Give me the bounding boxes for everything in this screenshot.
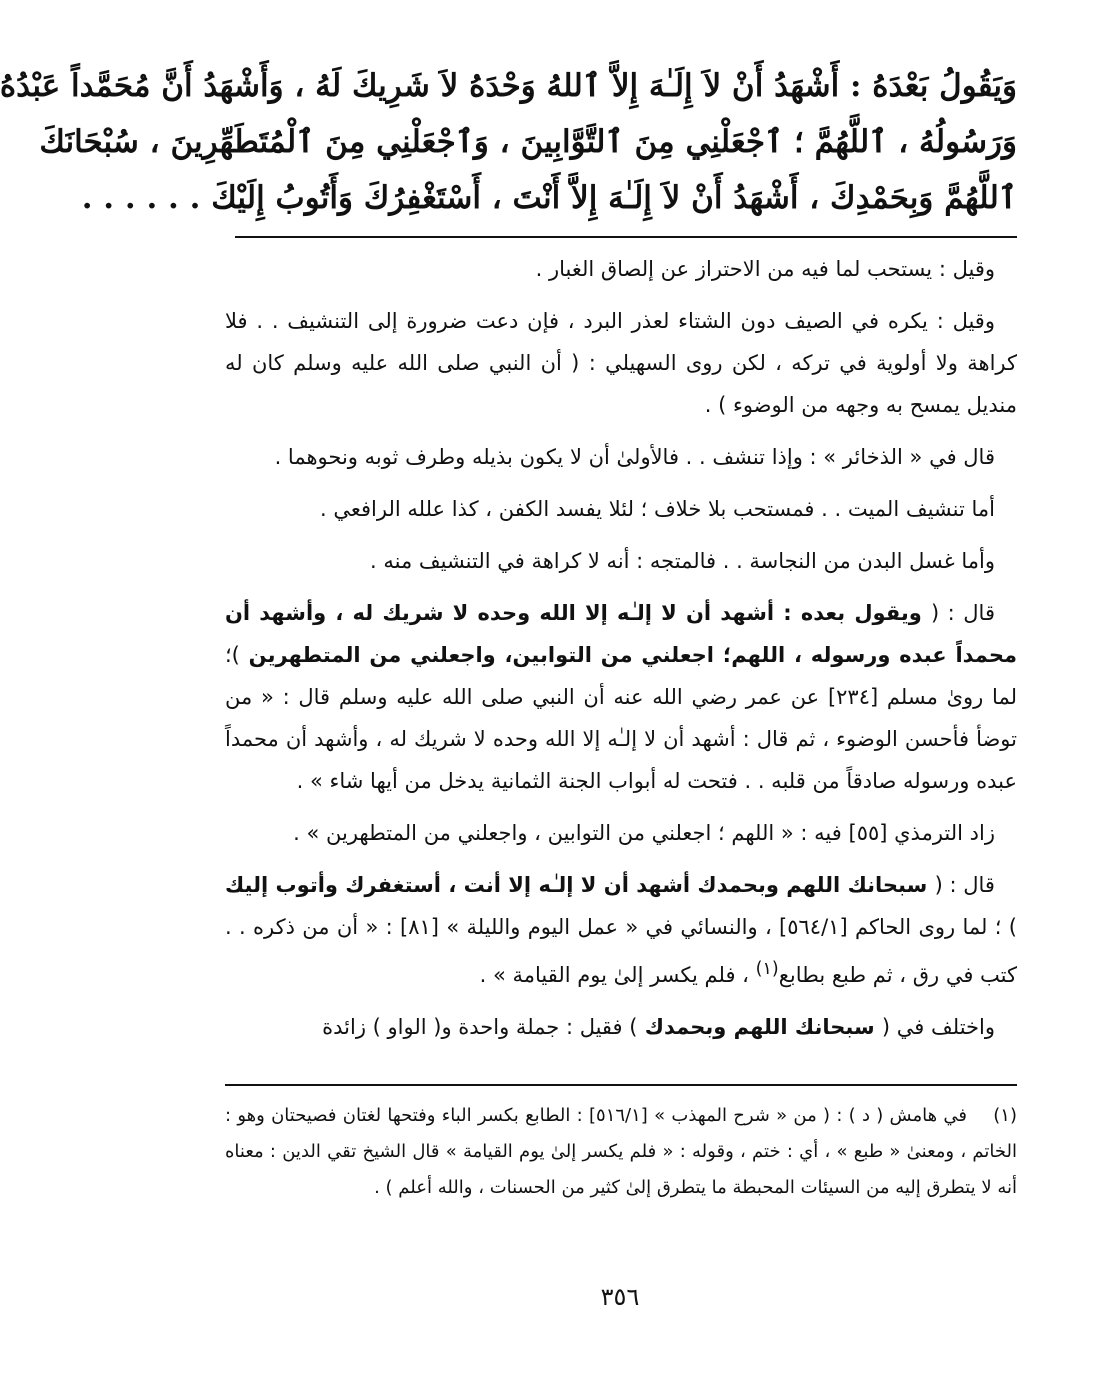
matn-line: وَيَقُولُ بَعْدَهُ : أَشْهَدُ أَنْ لاَ إِلَـٰهَ إِلاَّ ٱللهُ وَحْدَهُ لاَ شَرِيكَ لَهُ ، وَأَشْهَدُ أَنَّ مُحَمَّداً عَبْدُهُ bbox=[0, 68, 1017, 104]
paragraph-text: ) ؛ لما روى الحاكم [٥٦٤/١] ، والنسائي في « عمل اليوم والليلة » [٨١] : « أن من ذكره . . كتب في رق ، ثم طبع بطابع bbox=[225, 915, 1017, 987]
quoted-matn: سبحانك اللهم وبحمدك أشهد أن لا إلـٰه إلا أنت ، أستغفرك وأتوب إليك bbox=[225, 873, 935, 897]
quoted-matn: سبحانك اللهم وبحمدك bbox=[637, 1015, 882, 1039]
commentary-paragraph bbox=[225, 248, 1017, 290]
footnote-text: في هامش ( د ) : ( من « شرح المهذب » [٥١٦/١] : الطابع بكسر الباء وفتحها لغتان فصيحتان وهو : الخاتم ، ومعنىٰ « طبع » ، أي : ختم ، وقوله : « فلم يكسر إلىٰ يوم القيامة » قال الشيخ تقي الدين : معناه أنه لا يتطرق إليه من السيئات المحبطة ما يتطرق إلىٰ كثير من الحسنات ، والله أعلم ) . bbox=[225, 1105, 1017, 1198]
matn-line: وَرَسُولُهُ ، ٱللَّهُمَّ ؛ ٱجْعَلْنِي مِنَ ٱلتَّوَّابِينَ ، وَٱجْعَلْنِي مِنَ ٱلْمُتَطَهِّرِينَ ، سُبْحَانَكَ bbox=[39, 124, 1017, 160]
commentary-paragraph bbox=[225, 540, 1017, 582]
quoted-matn: ويقول بعده : أشهد أن لا إلـٰه إلا الله وحده لا شريك له ، وأشهد أن محمداً عبده ورسوله ، اللهم؛ اجعلني من التوابين، واجعلني من المتطهرين bbox=[225, 601, 1017, 667]
commentary-paragraph bbox=[225, 300, 1017, 426]
footnote-number: (١) bbox=[993, 1105, 1017, 1126]
commentary-paragraph bbox=[225, 812, 1017, 854]
paragraph-text: قال في « الذخائر » : وإذا تنشف . . فالأولىٰ أن لا يكون بذيله وطرف ثوبه ونحوهما . bbox=[274, 445, 995, 469]
paragraph-text: ) فقيل : جملة واحدة و( الواو ) زائدة bbox=[322, 1015, 638, 1039]
footnote-divider bbox=[225, 1084, 1017, 1086]
paragraph-text: قال : ( bbox=[930, 601, 995, 625]
paragraph-text: زاد الترمذي [٥٥] فيه : « اللهم ؛ اجعلني من التوابين ، واجعلني من المتطهرين » . bbox=[293, 821, 995, 845]
paragraph-text: وأما غسل البدن من النجاسة . . فالمتجه : أنه لا كراهة في التنشيف منه . bbox=[370, 549, 995, 573]
paragraph-text: ، فلم يكسر إلىٰ يوم القيامة » . bbox=[479, 963, 756, 987]
paragraph-text: )؛ لما روىٰ مسلم [٢٣٤] عن عمر رضي الله عنه أن النبي صلى الله عليه وسلم قال : « من توضأ فأحسن الوضوء ، ثم قال : أشهد أن لا إلـٰه إلا الله وحده لا شريك له ، وأشهد أن محمداً عبده ورسوله صادقاً من قلبه . . فتحت له أبواب الجنة الثمانية يدخل من أيها شاء » . bbox=[225, 643, 1017, 793]
paragraph-text: فلا كراهة ولا أولوية في تركه ، لكن روى السهيلي : ( أن النبي صلى الله عليه وسلم كان له منديل يمسح به وجهه من الوضوء ) . bbox=[225, 309, 1017, 417]
paragraph-text: أما تنشيف الميت . . فمستحب بلا خلاف ؛ لئلا يفسد الكفن ، كذا علله الرافعي . bbox=[320, 497, 995, 521]
paragraph-text: قال : ( bbox=[934, 873, 995, 897]
matn-text bbox=[0, 58, 1017, 226]
paragraph-text: وقيل : يستحب لما فيه من الاحتراز عن إلصاق الغبار . bbox=[535, 257, 995, 281]
commentary-paragraph bbox=[225, 864, 1017, 996]
paragraph-text: وقيل : يكره في الصيف دون الشتاء لعذر البرد ، فإن دعت ضرورة إلى التنشيف . . bbox=[256, 309, 995, 333]
matn-line: ٱللَّهُمَّ وَبِحَمْدِكَ ، أَشْهَدُ أَنْ لاَ إِلَـٰهَ إِلاَّ أَنْتَ ، أَسْتَغْفِرُكَ وَأَتُوبُ إِلَيْكَ . . . . . . bbox=[81, 180, 1017, 216]
page-number: ٣٥٦ bbox=[600, 1283, 640, 1311]
paragraph-text: واختلف في ( bbox=[881, 1015, 995, 1039]
matn-divider bbox=[235, 236, 1017, 238]
commentary-paragraph bbox=[225, 436, 1017, 478]
footnote bbox=[225, 1098, 1017, 1206]
commentary-paragraph bbox=[225, 592, 1017, 802]
commentary-text bbox=[225, 248, 1017, 1058]
footnote-reference[interactable]: (١) bbox=[755, 959, 779, 979]
commentary-paragraph bbox=[225, 1006, 1017, 1048]
commentary-paragraph bbox=[225, 488, 1017, 530]
